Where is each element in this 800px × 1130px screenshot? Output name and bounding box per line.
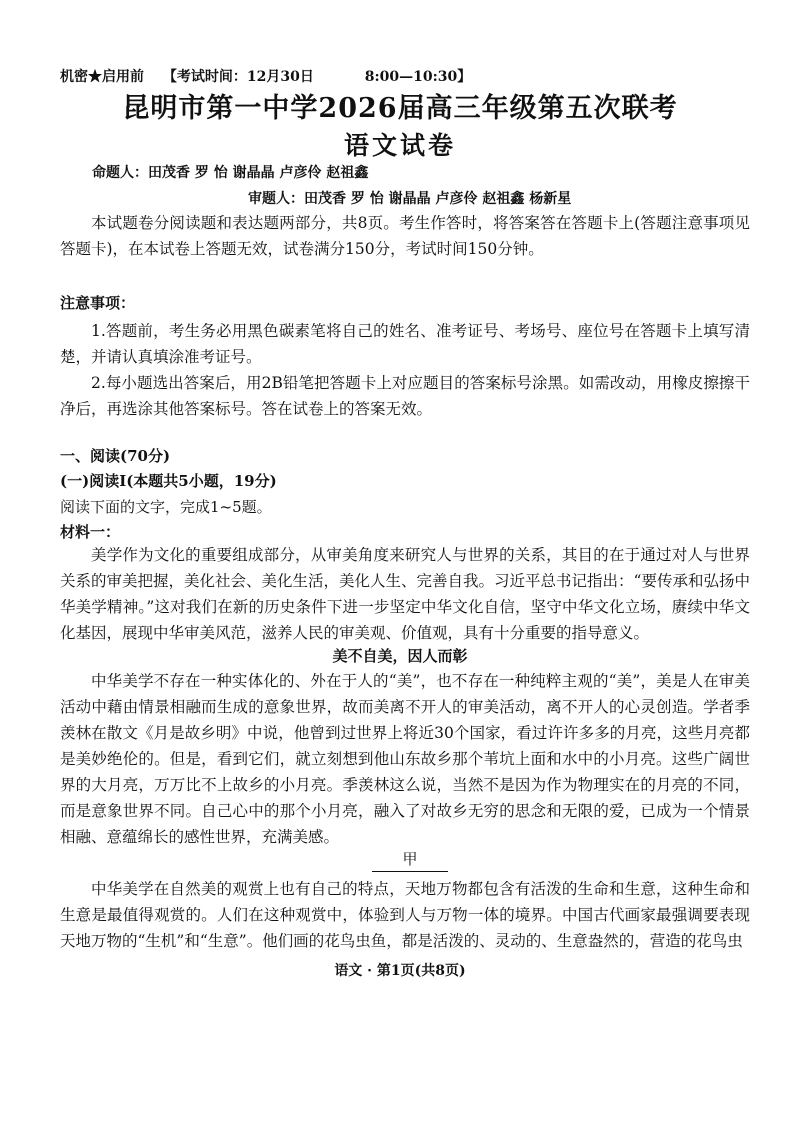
blank-mark: 甲: [372, 848, 448, 872]
material-paragraph-3: 中华美学在自然美的观赏上也有自己的特点，天地万物都包含有活泼的生命和生意，这种生命和生意是最值得观赏的。人们在这种观赏中，体验到人与万物一体的境界。中国古代画家最强调要表现天地万物的“生机”和“生意”。他们画的花鸟虫鱼，都是活泼的、灵动的、生意盎然的，营造的花鸟虫: [60, 880, 750, 950]
page-footer: 语文 · 第1页(共8页): [334, 963, 466, 979]
confidential-label: 机密★启用前: [60, 69, 144, 85]
notice-item-2: 2.每小题选出答案后，用2B铅笔把答题卡上对应题目的答案标号涂黑。如需改动，用橡皮擦擦干净后，再选涂其他答案标号。答在试卷上的答案无效。: [60, 374, 750, 418]
exam-time: 【考试时间：12月30日: [162, 69, 314, 85]
notice-heading: 注意事项：: [60, 294, 136, 312]
setters-line: 命题人：田茂香 罗 怡 谢晶晶 卢彦伶 赵祖鑫: [92, 165, 369, 181]
subsection-heading: (一)阅读Ⅰ(本题共5小题，19分): [60, 472, 277, 490]
exam-header: [60, 66, 760, 86]
material-label: 材料一：: [60, 523, 121, 541]
notice-item-1: 1.答题前，考生务必用黑色碳素笔将自己的姓名、准考证号、考场号、座位号在答题卡上填写清楚，并请认真填涂准考证号。: [60, 322, 750, 366]
exam-subject: 语文试卷: [343, 131, 456, 160]
reading-instruction: 阅读下面的文字，完成1~5题。: [60, 498, 272, 516]
intro-paragraph: 本试题卷分阅读题和表达题两部分，共8页。考生作答时，将答案答在答题卡上(答题注意事项见答题卡)，在本试卷上答题无效，试卷满分150分，考试时间150分钟。: [60, 214, 750, 258]
article-title: 美不自美，因人而彰: [332, 647, 468, 665]
reviewers-line: 审题人：田茂香 罗 怡 谢晶晶 卢彦伶 赵祖鑫 杨新星: [248, 191, 572, 207]
material-paragraph-1: 美学作为文化的重要组成部分，从审美角度来研究人与世界的关系，其目的在于通过对人与世界关系的审美把握，美化社会、美化生活，美化人生、完善自我。习近平总书记指出：“要传承和弘扬中华美学精神。”这对我们在新的历史条件下进一步坚定中华文化自信，坚守中华文化立场，赓续中华文化基因，展现中华审美风范，滋养人民的审美观、价值观，具有十分重要的指导意义。: [60, 546, 750, 642]
exam-time-slot: 8:00—10:30】: [364, 69, 472, 85]
section-heading: 一、阅读(70分): [60, 447, 171, 465]
material-paragraph-2: 中华美学不存在一种实体化的、外在于人的“美”，也不存在一种纯粹主观的“美”，美是人在审美活动中藉由情景相融而生成的意象世界，故而美离不开人的审美活动，离不开人的心灵创造。学者季羡林在散文《月是故乡明》中说，他曾到过世界上将近30个国家，看过许许多多的月亮，这些月亮都是美妙绝伦的。但是，看到它们，就立刻想到他山东故乡那个苇坑上面和水中的小月亮。这些广阔世界的大月亮，万万比不上故乡的小月亮。季羡林这么说，当然不是因为作为物理实在的月亮的不同，而是意象世界不同。自己心中的那个小月亮，融入了对故乡无穷的思念和无限的爱，已成为一个情景相融、意蕴绵长的感性世界，充满美感。: [60, 672, 750, 846]
exam-title: 昆明市第一中学2026届高三年级第五次联考: [122, 93, 678, 124]
